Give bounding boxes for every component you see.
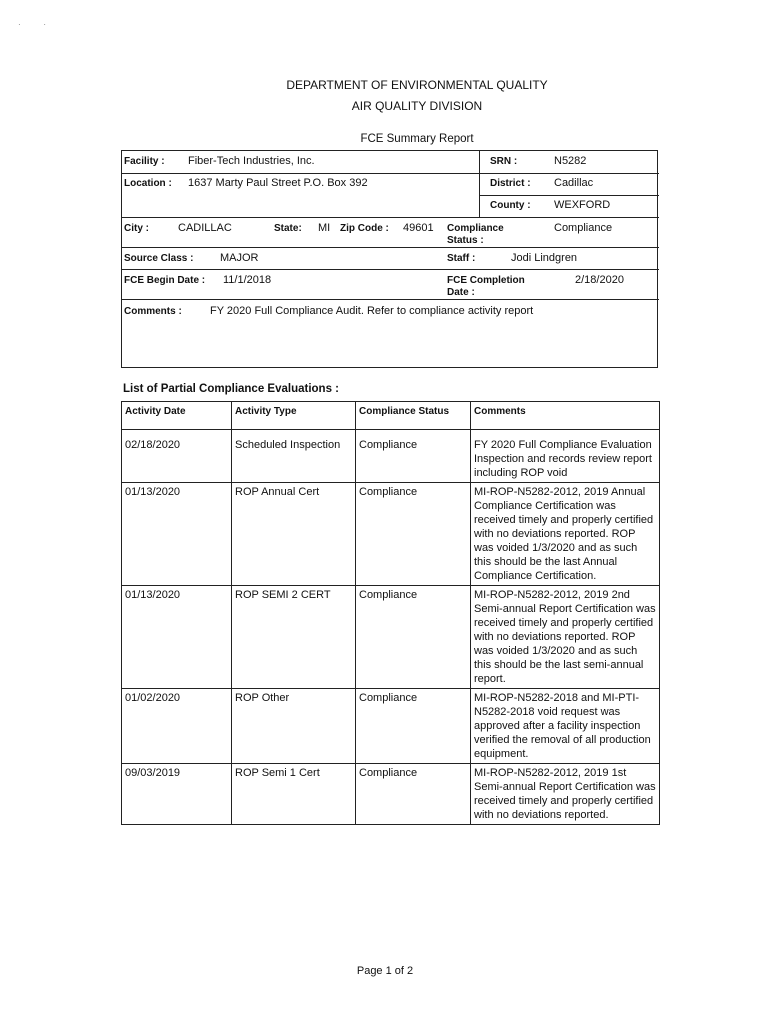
activity-date-cell: 09/03/2019 bbox=[122, 764, 232, 825]
compliance-status-label-2: Status : bbox=[447, 235, 484, 246]
facility-value: Fiber-Tech Industries, Inc. bbox=[188, 155, 315, 167]
column-header-activity-date: Activity Date bbox=[122, 402, 232, 430]
activity-type-cell: ROP Semi 1 Cert bbox=[232, 764, 356, 825]
fce-summary-box bbox=[121, 150, 658, 368]
fce-completion-label: FCE Completion bbox=[447, 275, 525, 286]
fce-begin-value: 11/1/2018 bbox=[223, 274, 272, 286]
fce-begin-label: FCE Begin Date : bbox=[124, 275, 206, 286]
fce-completion-value: 2/18/2020 bbox=[575, 274, 624, 286]
activity-date-cell: 01/02/2020 bbox=[122, 689, 232, 764]
location-label: Location : bbox=[124, 178, 172, 189]
compliance-status-cell: Compliance bbox=[356, 689, 471, 764]
zip-label: Zip Code : bbox=[340, 223, 389, 234]
column-header-activity-type: Activity Type bbox=[232, 402, 356, 430]
state-label: State: bbox=[274, 223, 302, 234]
scan-marks: · · bbox=[18, 20, 50, 29]
column-header-comments: Comments bbox=[471, 402, 660, 430]
compliance-status-cell: Compliance bbox=[356, 430, 471, 483]
location-value: 1637 Marty Paul Street P.O. Box 392 bbox=[188, 177, 368, 189]
state-value: MI bbox=[318, 222, 331, 234]
department-heading: DEPARTMENT OF ENVIRONMENTAL QUALITY bbox=[286, 78, 548, 92]
staff-label: Staff : bbox=[447, 253, 476, 264]
zip-value: 49601 bbox=[403, 222, 434, 234]
table-row bbox=[122, 764, 660, 825]
division-heading: AIR QUALITY DIVISION bbox=[351, 99, 483, 113]
comments-cell: MI-ROP-N5282-2012, 2019 1st Semi-annual Report Certification was received timely and properly certified with no deviations reported. bbox=[471, 764, 660, 825]
county-value: WEXFORD bbox=[554, 199, 611, 211]
compliance-status-cell: Compliance bbox=[356, 586, 471, 689]
activity-date-cell: 01/13/2020 bbox=[122, 586, 232, 689]
district-label: District : bbox=[490, 178, 531, 189]
facility-label: Facility : bbox=[124, 156, 165, 167]
partial-evaluations-title: List of Partial Compliance Evaluations : bbox=[123, 383, 339, 395]
comments-cell: MI-ROP-N5282-2012, 2019 Annual Compliance Certification was received timely and properly certified with no deviations reported. ROP was voided 1/3/2020 and as such this should be the last Annual Compliance Certification. bbox=[471, 483, 660, 586]
compliance-status-cell: Compliance bbox=[356, 764, 471, 825]
city-label: City : bbox=[124, 223, 149, 234]
compliance-status-label: Compliance bbox=[447, 223, 504, 234]
table-row bbox=[122, 689, 660, 764]
activity-date-cell: 02/18/2020 bbox=[122, 430, 232, 483]
comments-cell: MI-ROP-N5282-2018 and MI-PTI-N5282-2018 void request was approved after a facility inspection verified the removal of all production equipment. bbox=[471, 689, 660, 764]
table-header-row bbox=[122, 402, 660, 430]
table-row bbox=[122, 586, 660, 689]
page-number: Page 1 of 2 bbox=[356, 965, 414, 977]
compliance-status-cell: Compliance bbox=[356, 483, 471, 586]
district-value: Cadillac bbox=[554, 177, 594, 189]
report-title: FCE Summary Report bbox=[360, 133, 474, 145]
comments-cell: FY 2020 Full Compliance Evaluation Inspection and records review report including ROP void bbox=[471, 430, 660, 483]
staff-value: Jodi Lindgren bbox=[511, 252, 578, 264]
fce-completion-label-2: Date : bbox=[447, 287, 475, 298]
activity-type-cell: ROP Other bbox=[232, 689, 356, 764]
city-value: CADILLAC bbox=[178, 222, 232, 234]
srn-label: SRN : bbox=[490, 156, 518, 167]
comments-value: FY 2020 Full Compliance Audit. Refer to compliance activity report bbox=[210, 305, 534, 317]
source-class-value: MAJOR bbox=[220, 252, 259, 264]
compliance-status-value: Compliance bbox=[554, 222, 613, 234]
activity-date-cell: 01/13/2020 bbox=[122, 483, 232, 586]
activity-type-cell: ROP Annual Cert bbox=[232, 483, 356, 586]
comments-label: Comments : bbox=[124, 306, 182, 317]
column-header-compliance-status: Compliance Status bbox=[356, 402, 471, 430]
comments-cell: MI-ROP-N5282-2012, 2019 2nd Semi-annual Report Certification was received timely and properly certified with no deviations reported. ROP was voided 1/3/2020 and as such this should be the last semi-annual report. bbox=[471, 586, 660, 689]
srn-value: N5282 bbox=[554, 155, 587, 167]
source-class-label: Source Class : bbox=[124, 253, 194, 264]
county-label: County : bbox=[490, 200, 531, 211]
table-row bbox=[122, 430, 660, 483]
table-row bbox=[122, 483, 660, 586]
partial-evaluations-table bbox=[121, 401, 660, 825]
activity-type-cell: ROP SEMI 2 CERT bbox=[232, 586, 356, 689]
activity-type-cell: Scheduled Inspection bbox=[232, 430, 356, 483]
